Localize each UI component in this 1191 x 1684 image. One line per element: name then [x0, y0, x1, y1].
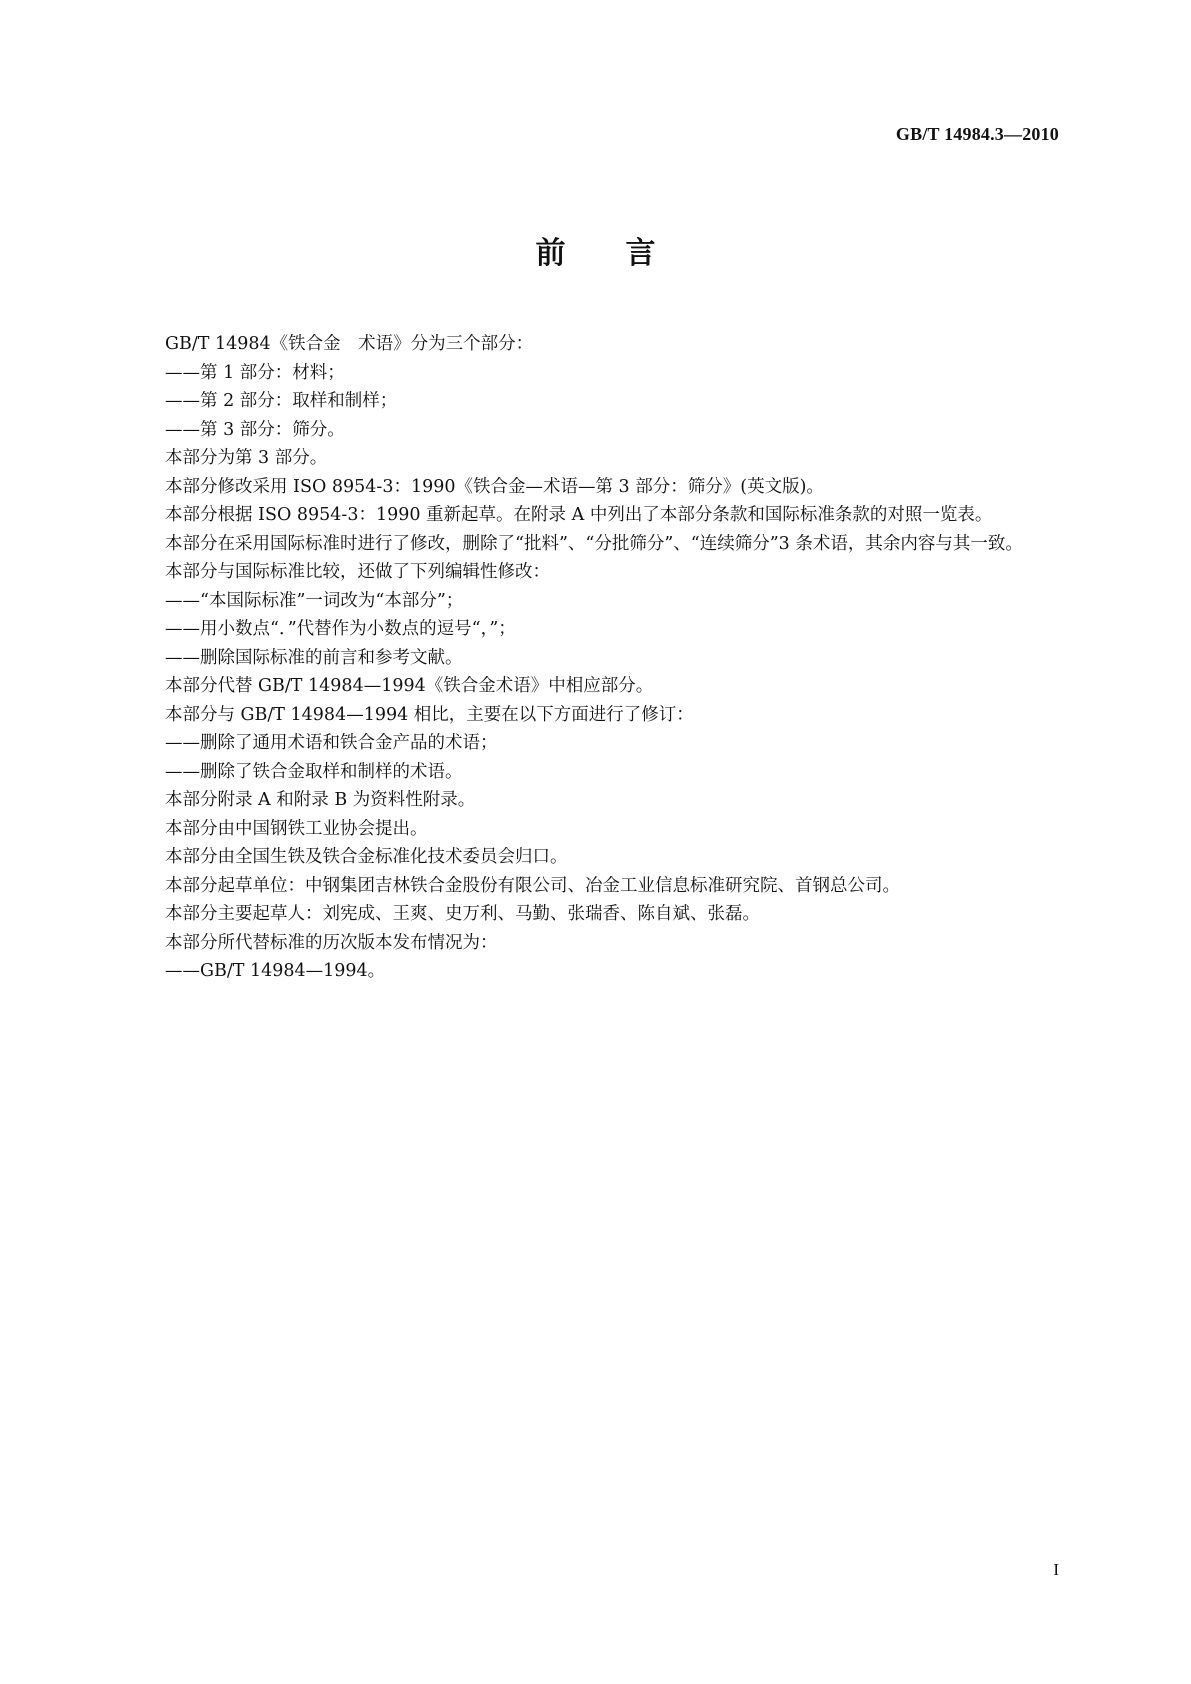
paragraph: 本部分由全国生铁及铁合金标准化技术委员会归口。: [165, 847, 568, 867]
list-item: ——第 3 部分：筛分。: [165, 419, 345, 440]
standard-code: GB/T 14984.3—2010: [895, 124, 1059, 144]
list-item: ——删除了通用术语和铁合金产品的术语；: [165, 733, 498, 753]
paragraph: 本部分主要起草人：刘宪成、王爽、史万利、马勤、张瑞香、陈自斌、张磊。: [165, 904, 760, 924]
paragraph: 本部分所代替标准的历次版本发布情况为：: [165, 932, 498, 953]
paragraph: 本部分与 GB/T 14984—1994 相比，主要在以下方面进行了修订：: [165, 704, 694, 725]
list-item: ——删除国际标准的前言和参考文献。: [165, 647, 463, 668]
paragraph: 本部分与国际标准比较，还做了下列编辑性修改：: [165, 562, 550, 582]
list-item: ——第 2 部分：取样和制样；: [165, 391, 398, 411]
paragraph: 本部分附录 A 和附录 B 为资料性附录。: [165, 790, 476, 810]
paragraph: 本部分为第 3 部分。: [165, 448, 328, 468]
paragraph: 本部分由中国钢铁工业协会提出。: [165, 818, 428, 839]
list-item: ——删除了铁合金取样和制样的术语。: [165, 761, 463, 782]
paragraph: 本部分起草单位：中钢集团吉林铁合金股份有限公司、冶金工业信息标准研究院、首钢总公司。: [165, 875, 900, 896]
list-item: ——“本国际标准”一词改为“本部分”；: [165, 590, 464, 611]
paragraph-intro: GB/T 14984《铁合金 术语》分为三个部分：: [165, 334, 534, 354]
page-number: I: [1053, 1560, 1059, 1579]
list-item: ——第 1 部分：材料；: [165, 362, 345, 383]
paragraph: 本部分代替 GB/T 14984—1994《铁合金术语》中相应部分。: [165, 676, 654, 696]
list-item: ——用小数点“．”代替作为小数点的逗号“，”；: [165, 619, 516, 639]
paragraph: 本部分在采用国际标准时进行了修改，删除了“批料”、“分批筛分”、“连续筛分”3 条术语，其余内容与其一致。: [165, 533, 1023, 554]
page-title: 前言: [535, 236, 716, 271]
foreword-body: [130, 330, 1067, 986]
paragraph: 本部分修改采用 ISO 8954-3：1990《铁合金—术语—第 3 部分：筛分》(英文版)。: [165, 476, 824, 497]
paragraph: 本部分根据 ISO 8954-3：1990 重新起草。在附录 A 中列出了本部分条款和国际标准条款的对照一览表。: [165, 505, 993, 525]
list-item: ——GB/T 14984—1994。: [165, 961, 386, 981]
